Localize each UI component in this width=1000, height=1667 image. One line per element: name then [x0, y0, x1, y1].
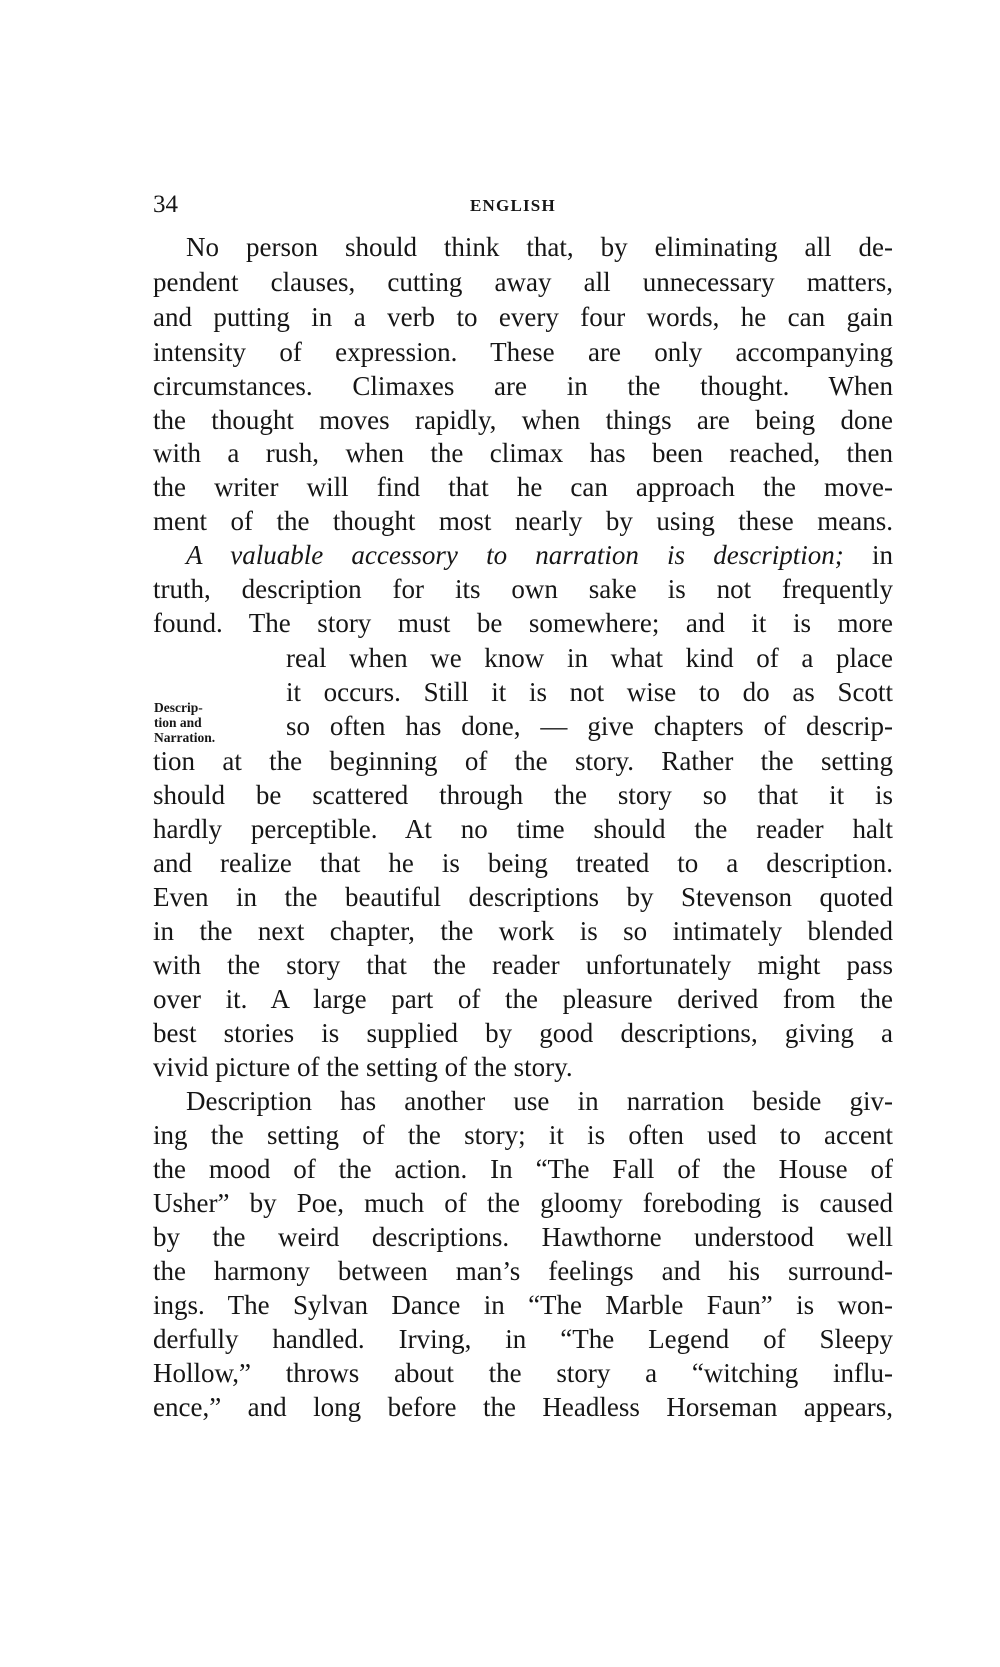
italic-lead: A valuable accessory to narration is description;	[186, 540, 844, 570]
text-line: vivid picture of the setting of the story.	[153, 1052, 573, 1082]
text-line: pendent clauses, cutting away all unnecessary matters,	[153, 267, 893, 297]
text-line: the harmony between man’s feelings and his surround-	[153, 1256, 893, 1286]
text-line: hardly perceptible. At no time should the reader halt	[153, 814, 893, 844]
text-line: the writer will find that he can approach the move-	[153, 472, 893, 502]
text-line: ings. The Sylvan Dance in “The Marble Faun” is won-	[153, 1290, 893, 1320]
text-line: Even in the beautiful descriptions by Stevenson quoted	[153, 882, 893, 912]
margin-note-line: Descrip-	[154, 700, 203, 715]
text-line: in the next chapter, the work is so intimately blended	[153, 916, 893, 946]
text-line: with the story that the reader unfortunately might pass	[153, 950, 893, 980]
text-line: the thought moves rapidly, when things are being done	[153, 405, 893, 435]
text-line	[186, 537, 893, 573]
text-line: Usher” by Poe, much of the gloomy foreboding is caused	[153, 1188, 893, 1218]
text-line: over it. A large part of the pleasure derived from the	[153, 984, 893, 1014]
text-line: should be scattered through the story so that it is	[153, 780, 893, 810]
text-line: circumstances. Climaxes are in the thought. When	[153, 371, 893, 401]
running-head: ENGLISH	[470, 196, 556, 215]
text-line: intensity of expression. These are only accompanying	[153, 337, 893, 367]
text-line: truth, description for its own sake is not frequently	[153, 574, 893, 604]
text-line: Hollow,” throws about the story a “witching influ-	[153, 1358, 893, 1388]
text-line: and realize that he is being treated to a description.	[153, 848, 893, 878]
text-line: found. The story must be somewhere; and it is more	[153, 608, 893, 638]
text-line: with a rush, when the climax has been reached, then	[153, 438, 893, 468]
text-line: ing the setting of the story; it is often used to accent	[153, 1120, 893, 1150]
text-line: and putting in a verb to every four words, he can gain	[153, 302, 893, 332]
text-line: so often has done, — give chapters of descrip-	[286, 711, 893, 741]
text-line: ence,” and long before the Headless Horseman appears,	[153, 1392, 893, 1422]
text-line: best stories is supplied by good descriptions, giving a	[153, 1018, 893, 1048]
text-line: tion at the beginning of the story. Rather the setting	[153, 746, 893, 776]
margin-note	[154, 700, 215, 745]
margin-note-line: tion and	[154, 715, 202, 730]
page-number: 34	[153, 191, 178, 218]
text-line: ment of the thought most nearly by using these means.	[153, 506, 893, 536]
text-line: Description has another use in narration beside giv-	[186, 1086, 893, 1116]
text-line: real when we know in what kind of a place	[286, 643, 893, 673]
text-line: it occurs. Still it is not wise to do as Scott	[286, 677, 893, 707]
text-line: the mood of the action. In “The Fall of the House of	[153, 1154, 893, 1184]
text-line: derfully handled. Irving, in “The Legend of Sleepy	[153, 1324, 893, 1354]
text-fragment: in	[871, 540, 893, 570]
margin-note-line: Narration.	[154, 730, 216, 745]
text-line: No person should think that, by eliminating all de-	[186, 232, 893, 262]
text-line: by the weird descriptions. Hawthorne understood well	[153, 1222, 893, 1252]
